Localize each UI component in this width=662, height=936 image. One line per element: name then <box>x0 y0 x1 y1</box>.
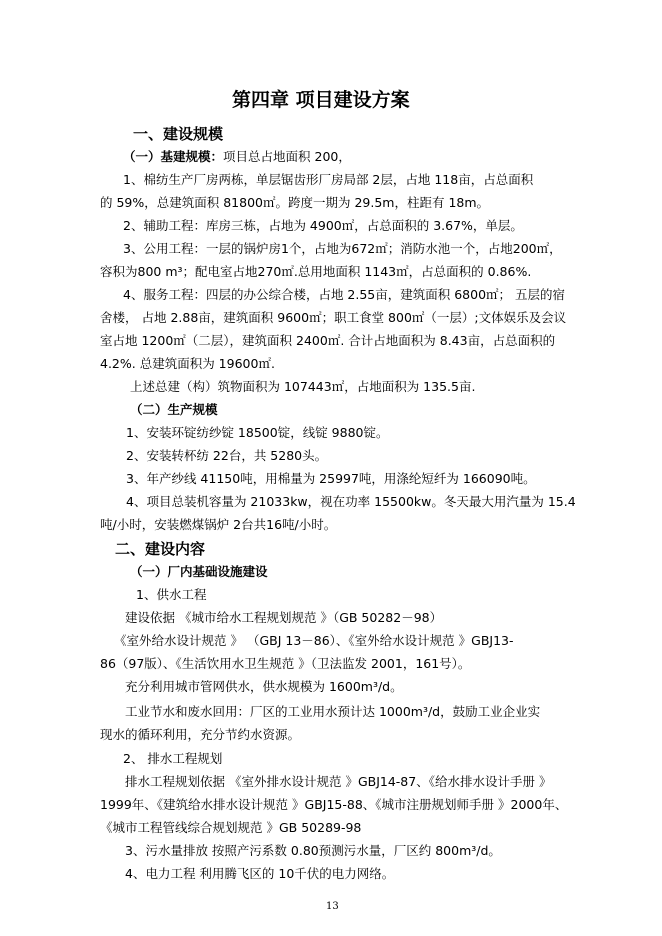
text-line: 《室外给水设计规范 》 （GBJ 13－86）、《室外给水设计规范 》GBJ13- <box>114 633 514 648</box>
text-line: 吨/小时，安装燃煤锅炉 2台共16吨/小时。 <box>100 517 337 532</box>
text-line: 4、服务工程：四层的办公综合楼，占地 2.55亩，建筑面积 6800㎡； 五层的宿 <box>123 287 566 302</box>
subheading-production-scale: （二）生产规模 <box>130 402 218 417</box>
text-line: 的 59%，总建筑面积 81800㎡。跨度一期为 29.5m，柱距有 18m。 <box>100 195 490 210</box>
text-line: 4、项目总装机容量为 21033kw，视在功率 15500kw。冬天最大用汽量为 15.4 <box>126 494 576 509</box>
text-line: 《城市工程管线综合规划规范 》GB 50289-98 <box>100 820 362 835</box>
text-line: 86（97版）、《生活饮用水卫生规范 》（卫法监发 2001，161号）。 <box>100 656 471 671</box>
text-line: 2、辅助工程：库房三栋，占地为 4900㎡，占总面积的 3.67%，单层。 <box>123 218 523 233</box>
text-line: 室占地 1200㎡（二层），建筑面积 2400㎡. 合计占地面积为 8.43亩，占总面积的 <box>100 333 556 348</box>
section-heading-content: 二、建设内容 <box>115 540 206 558</box>
water-supply-title: 1、供水工程 <box>136 587 207 602</box>
paragraph-infrastructure-scale <box>123 149 351 165</box>
subheading-infrastructure-construction: （一）厂内基础设施建设 <box>130 564 268 579</box>
text-line: 1、安装环锭纺纱锭 18500锭，线锭 9880锭。 <box>126 425 389 440</box>
chapter-title: 第四章 项目建设方案 <box>232 89 410 111</box>
text-line: 1999年、《建筑给水排水设计规范 》GBJ15-88、《城市注册规划师手册 》2000年、 <box>100 797 568 812</box>
text-line: 排水工程规划依据 《室外排水设计规范 》GBJ14-87、《给水排水设计手册 》 <box>125 774 552 789</box>
text-line: 工业节水和废水回用：厂区的工业用水预计达 1000m³/d，鼓励工业企业实 <box>125 704 541 719</box>
text-line: 容积为800 m³；配电室占地270㎡.总用地面积 1143㎡，占总面积的 0.86%. <box>100 264 532 279</box>
text-line: 1、棉纺生产厂房两栋，单层锯齿形厂房局部 2层，占地 118亩，占总面积 <box>123 172 534 187</box>
drainage-title: 2、 排水工程规划 <box>123 751 223 766</box>
text-line: 4、电力工程 利用腾飞区的 10千伏的电力网络。 <box>125 866 395 881</box>
text-line: 4.2%. 总建筑面积为 19600㎡. <box>100 356 275 371</box>
text-line: 现水的循环利用，充分节约水资源。 <box>100 727 301 742</box>
page-number: 13 <box>326 901 339 912</box>
text-line: 上述总建（构）筑物面积为 107443㎡，占地面积为 135.5亩. <box>130 379 476 394</box>
subheading-infrastructure: （一）基建规模： <box>123 149 224 164</box>
infrastructure-text: 项目总占地面积 200， <box>223 149 351 164</box>
text-line: 3、污水量排放 按照产污系数 0.80预测污水量，厂区约 800m³/d。 <box>125 843 501 858</box>
section-heading-scale: 一、建设规模 <box>133 125 224 143</box>
text-line: 3、公用工程：一层的锅炉房1个，占地为672㎡；消防水池一个，占地200㎡， <box>123 241 562 256</box>
text-line: 建设依据 《城市给水工程规划规范 》（GB 50282－98） <box>125 610 443 625</box>
text-line: 3、年产纱线 41150吨，用棉量为 25997吨，用涤纶短纤为 166090吨。 <box>126 471 536 486</box>
text-line: 舍楼， 占地 2.88亩，建筑面积 9600㎡；职工食堂 800㎡（一层）;文体娱乐及会议 <box>100 310 567 325</box>
text-line: 2、安装转杯纺 22台，共 5280头。 <box>126 448 328 463</box>
text-line: 充分利用城市管网供水，供水规模为 1600m³/d。 <box>125 679 403 694</box>
